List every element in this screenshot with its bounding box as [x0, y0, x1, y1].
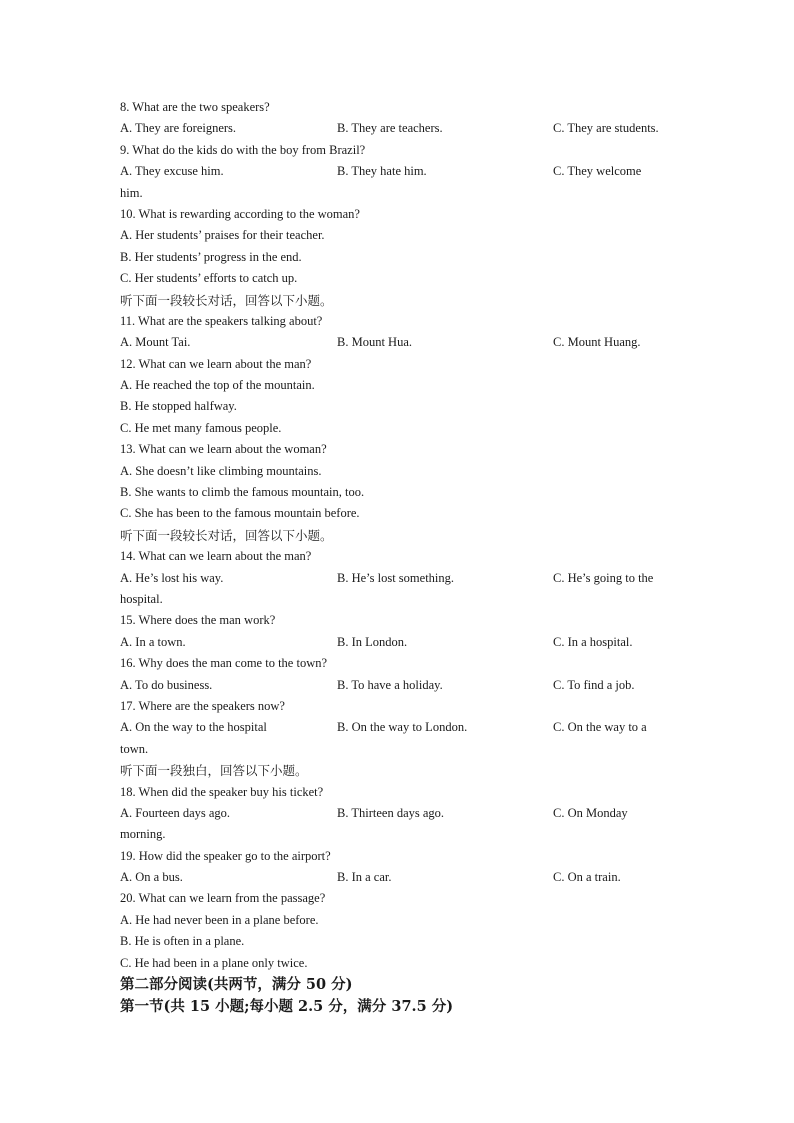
option-b: B. She wants to climb the famous mountain, too. — [120, 485, 365, 500]
option-c: C. She has been to the famous mountain before. — [120, 506, 360, 521]
option-c: C. He’s going to the — [553, 570, 654, 585]
question-15: 15. Where does the man work? — [120, 613, 276, 628]
option-a: A. On the way to the hospital — [120, 720, 267, 735]
option-b: B. They hate him. — [337, 164, 427, 179]
option-c: C. On the way to a — [553, 720, 647, 735]
option-c-continued: hospital. — [120, 591, 163, 606]
option-a: A. Mount Tai. — [120, 335, 191, 350]
listening-instruction: 听下面一段较长对话，回答以下小题。 — [120, 527, 333, 543]
option-c: C. In a hospital. — [553, 634, 633, 649]
option-b: B. Her students’ progress in the end. — [120, 249, 302, 264]
option-c: C. On a train. — [553, 870, 621, 885]
option-a: A. They are foreigners. — [120, 121, 237, 136]
question-20: 20. What can we learn from the passage? — [120, 891, 326, 906]
option-b: B. In London. — [337, 634, 408, 649]
question-15-options — [120, 632, 700, 653]
question-11: 11. What are the speakers talking about? — [120, 313, 323, 328]
option-b: B. They are teachers. — [337, 121, 443, 136]
option-c-continued: town. — [120, 741, 149, 756]
option-b: B. On the way to London. — [337, 720, 468, 735]
question-13: 13. What can we learn about the woman? — [120, 442, 327, 457]
option-c-continued: morning. — [120, 827, 166, 842]
option-a: A. She doesn’t like climbing mountains. — [120, 463, 322, 478]
question-18-options — [120, 803, 700, 824]
option-c-continued: him. — [120, 185, 143, 200]
question-16: 16. Why does the man come to the town? — [120, 656, 328, 671]
option-b: B. He’s lost something. — [337, 570, 455, 585]
question-16-options — [120, 675, 700, 696]
option-c: C. Mount Huang. — [553, 335, 641, 350]
option-b: B. In a car. — [337, 870, 392, 885]
option-b: B. Mount Hua. — [337, 335, 412, 350]
option-c: C. To find a job. — [553, 677, 635, 692]
option-b: B. Thirteen days ago. — [337, 805, 445, 820]
option-a: A. On a bus. — [120, 870, 183, 885]
option-c: C. He had been in a plane only twice. — [120, 955, 308, 970]
exam-page — [120, 97, 700, 1018]
question-12: 12. What can we learn about the man? — [120, 356, 312, 371]
option-a: A. He’s lost his way. — [120, 570, 224, 585]
question-8: 8. What are the two speakers? — [120, 100, 270, 114]
question-19-options — [120, 867, 700, 888]
option-a: A. Her students’ praises for their teacher. — [120, 228, 325, 243]
option-a: A. They excuse him. — [120, 164, 224, 179]
section-heading-part2: 第二部分阅读(共两节，满分 50 分) — [120, 976, 353, 994]
option-c: C. They are students. — [553, 121, 659, 136]
option-b: B. To have a holiday. — [337, 677, 443, 692]
question-17: 17. Where are the speakers now? — [120, 698, 285, 713]
option-b: B. He stopped halfway. — [120, 399, 237, 414]
listening-instruction: 听下面一段独白，回答以下小题。 — [120, 763, 308, 779]
option-a: A. To do business. — [120, 677, 213, 692]
question-14-options — [120, 568, 700, 589]
option-a: A. He reached the top of the mountain. — [120, 378, 315, 393]
option-a: A. Fourteen days ago. — [120, 805, 231, 820]
question-9-options — [120, 161, 700, 182]
question-11-options — [120, 332, 700, 353]
option-c: C. They welcome — [553, 164, 642, 179]
option-a: A. In a town. — [120, 634, 186, 649]
option-c: C. On Monday — [553, 805, 628, 820]
listening-instruction: 听下面一段较长对话，回答以下小题。 — [120, 292, 333, 308]
question-18: 18. When did the speaker buy his ticket? — [120, 784, 324, 799]
question-14: 14. What can we learn about the man? — [120, 549, 312, 564]
option-b: B. He is often in a plane. — [120, 934, 245, 949]
option-c: C. He met many famous people. — [120, 420, 282, 435]
option-a: A. He had never been in a plane before. — [120, 912, 319, 927]
section-heading-sub1: 第一节(共 15 小题;每小题 2.5 分，满分 37.5 分) — [120, 998, 454, 1016]
question-17-options — [120, 717, 700, 738]
question-8-options — [120, 118, 700, 139]
question-10: 10. What is rewarding according to the woman? — [120, 206, 360, 221]
question-9: 9. What do the kids do with the boy from Brazil? — [120, 142, 366, 157]
option-c: C. Her students’ efforts to catch up. — [120, 271, 298, 286]
question-19: 19. How did the speaker go to the airport? — [120, 848, 331, 863]
